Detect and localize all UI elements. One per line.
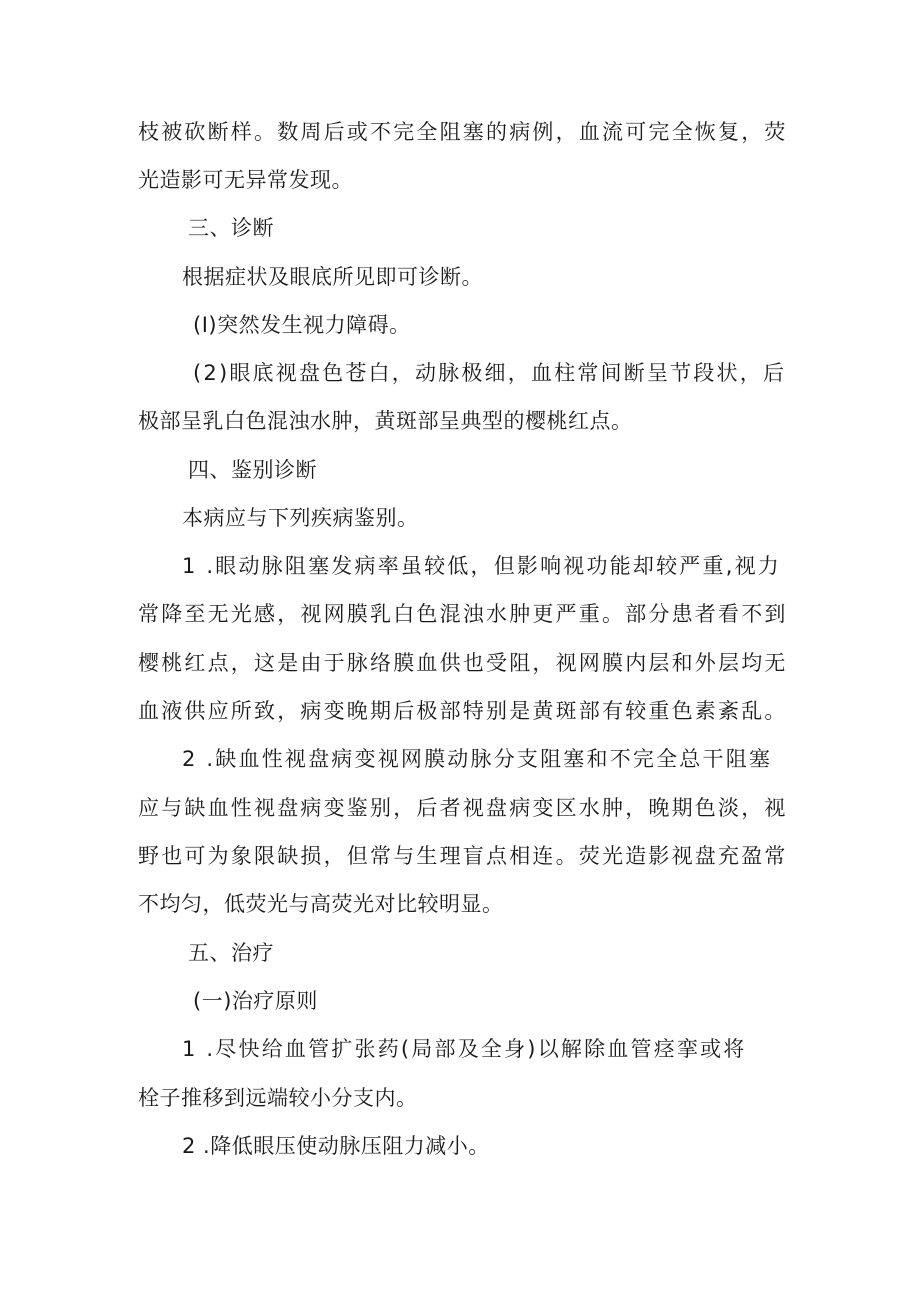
list-item: (I)突然发生视力障碍。: [193, 313, 411, 337]
text-line: 本病应与下列疾病鉴别。: [182, 506, 419, 530]
list-item: 1 .尽快给血管扩张药(局部及全身)以解除血管痉挛或将: [182, 1037, 747, 1061]
text-line: 野也可为象限缺损，但常与生理盲点相连。荧光造影视盘充盈常: [138, 844, 788, 868]
section-heading: 四、鉴别诊断: [188, 458, 317, 482]
text-line: 极部呈乳白色混浊水肿，黄斑部呈典型的樱桃红点。: [138, 409, 633, 433]
text-line: 枝被砍断样。数周后或不完全阻塞的病例，血流可完全恢复，荧: [138, 120, 788, 144]
text-line: 应与缺血性视盘病变鉴别，后者视盘病变区水肿，晚期色淡，视: [138, 796, 788, 820]
list-item: 2 .降低眼压使动脉压阻力减小。: [182, 1134, 490, 1158]
text-line: 樱桃红点，这是由于脉络膜血供也受阻，视网膜内层和外层均无: [138, 651, 788, 675]
section-heading: 五、治疗: [188, 941, 274, 965]
list-item: 2 .缺血性视盘病变视网膜动脉分支阻塞和不完全总干阻塞: [182, 747, 773, 771]
text-line: 不均匀，低荧光与高荧光对比较明显。: [138, 892, 504, 916]
text-line: 血液供应所致，病变晚期后极部特别是黄斑部有较重色素紊乱。: [138, 699, 788, 723]
list-item: (2)眼底视盘色苍白，动脉极细，血柱常间断呈节段状，后: [193, 361, 787, 385]
list-item: 1 .眼动脉阻塞发病率虽较低，但影响视功能却较严重,视力: [182, 554, 781, 578]
subsection-heading: (一)治疗原则: [193, 989, 318, 1013]
text-line: 根据症状及眼底所见即可诊断。: [182, 265, 483, 289]
text-line: 光造影可无异常发现。: [138, 168, 353, 192]
text-line: 常降至无光感，视网膜乳白色混浊水肿更严重。部分患者看不到: [138, 602, 788, 626]
section-heading: 三、诊断: [188, 216, 274, 240]
text-line: 栓子推移到远端较小分支内。: [138, 1086, 418, 1110]
